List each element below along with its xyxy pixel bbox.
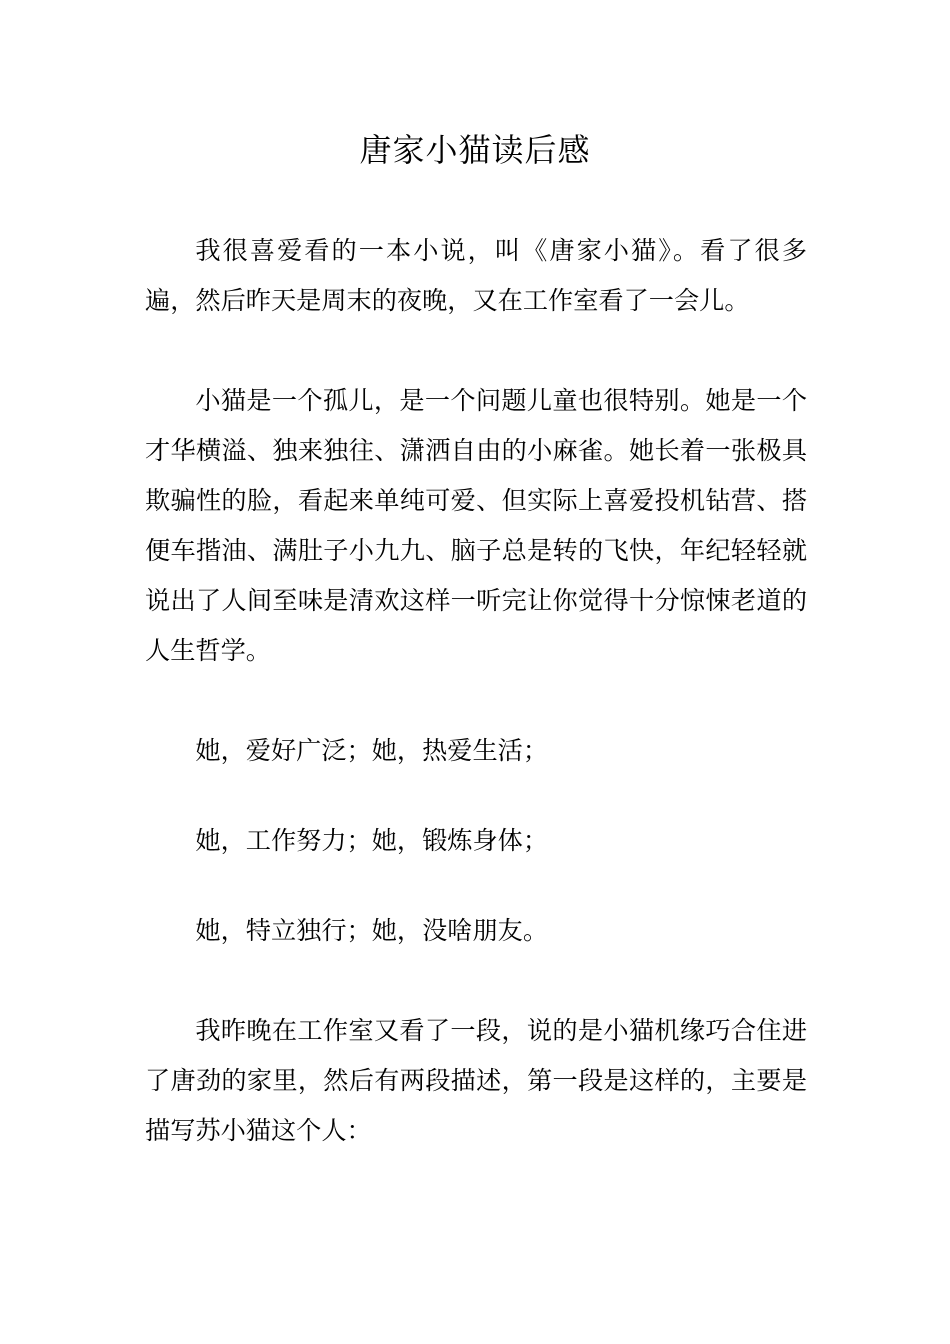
paragraph-last-night: 我昨晚在工作室又看了一段，说的是小猫机缘巧合住进了唐劲的家里，然后有两段描述，第一段是这样的，主要是描写苏小猫这个人：: [145, 1016, 807, 1145]
paragraph-work: 她，工作努力；她，锻炼身体；: [195, 826, 549, 855]
paragraph-intro: 我很喜爱看的一本小说，叫《唐家小猫》。看了很多遍，然后昨天是周末的夜晚，又在工作室看了一会儿。: [145, 236, 807, 315]
document-title: 唐家小猫读后感: [359, 131, 591, 169]
document-body: [145, 226, 807, 1156]
paragraph-hobbies: 她，爱好广泛；她，热爱生活；: [195, 736, 549, 765]
paragraph-character-description: 小猫是一个孤儿，是一个问题儿童也很特别。她是一个才华横溢、独来独往、潇洒自由的小麻雀。她长着一张极具欺骗性的脸，看起来单纯可爱、但实际上喜爱投机钻营、搭便车揩油、满肚子小九九、脑子总是转的飞快，年纪轻轻就说出了人间至味是清欢这样一听完让你觉得十分惊悚老道的人生哲学。: [145, 386, 807, 665]
paragraph-independent: 她，特立独行；她，没啥朋友。: [195, 916, 549, 945]
